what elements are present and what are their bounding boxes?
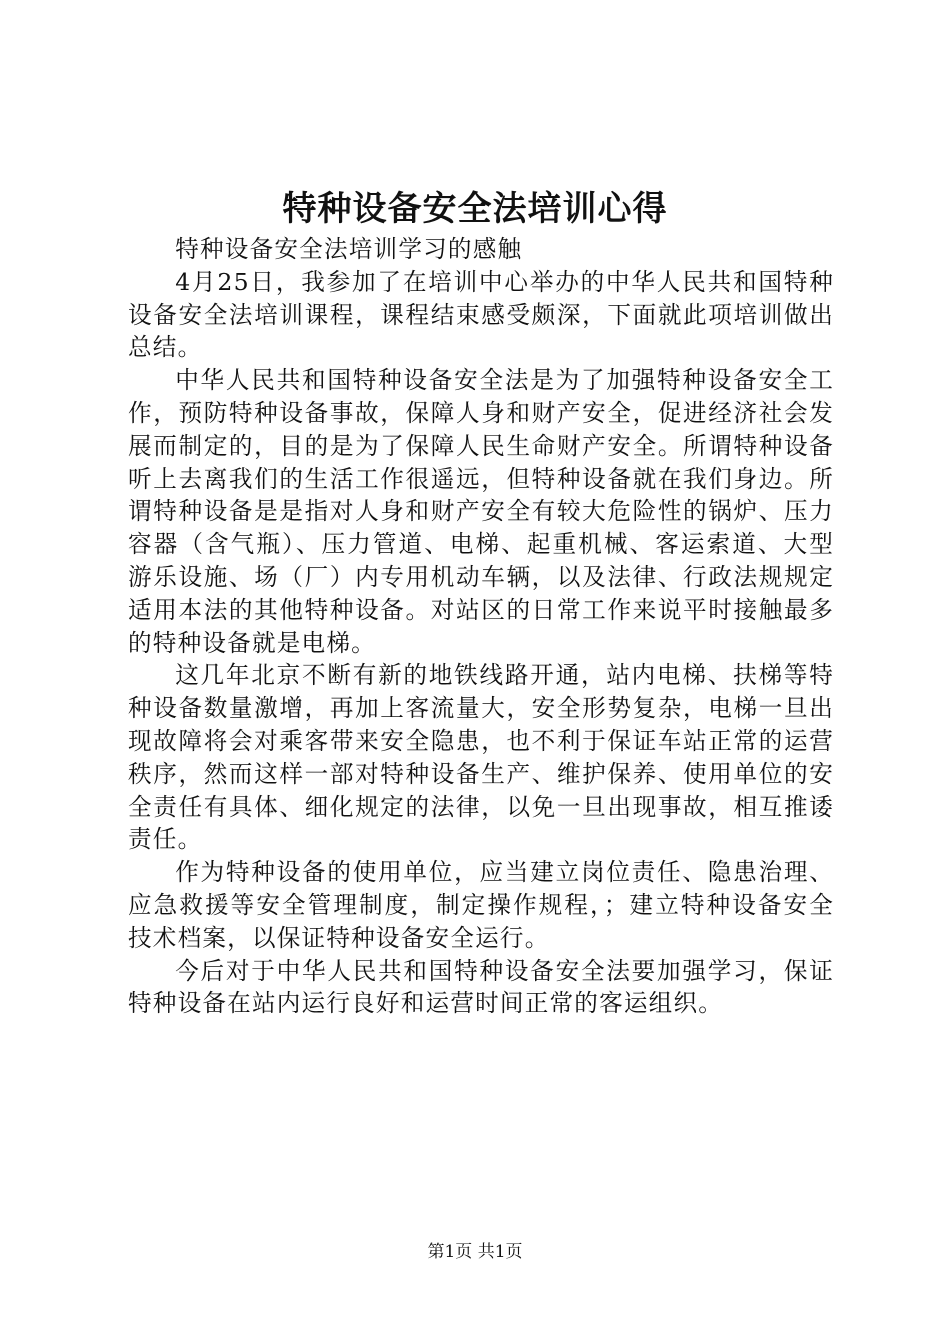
paragraph: 中华人民共和国特种设备安全法是为了加强特种设备安全工作，预防特种设备事故，保障人身和财产安全，促进经济社会发展而制定的，目的是为了保障人民生命财产安全。所谓特种设备听上去离我们的生活工作很遥远，但特种设备就在我们身边。所谓特种设备是是指对人身和财产安全有较大危险性的锅炉、压力容器（含气瓶）、压力管道、电梯、起重机械、客运索道、大型游乐设施、场（厂）内专用机动车辆，以及法律、行政法规规定适用本法的其他特种设备。对站区的日常工作来说平时接触最多的特种设备就是电梯。: [128, 366, 834, 657]
document-title: 特种设备安全法培训心得: [282, 189, 668, 229]
paragraph: 作为特种设备的使用单位，应当建立岗位责任、隐患治理、应急救援等安全管理制度，制定操作规程，；建立特种设备安全技术档案，以保证特种设备安全运行。: [128, 858, 834, 952]
page-footer: 第1页 共1页: [427, 1242, 523, 1262]
paragraph-subtitle: 特种设备安全法培训学习的感触: [175, 235, 523, 263]
paragraph: 今后对于中华人民共和国特种设备安全法要加强学习，保证特种设备在站内运行良好和运营时间正常的客运组织。: [128, 956, 834, 1018]
paragraph: 这几年北京不断有新的地铁线路开通，站内电梯、扶梯等特种设备数量激增，再加上客流量大，安全形势复杂，电梯一旦出现故障将会对乘客带来安全隐患，也不利于保证车站正常的运营秩序，然而这样一部对特种设备生产、维护保养、使用单位的安全责任有具体、细化规定的法律，以免一旦出现事故，相互推诿责任。: [128, 661, 834, 854]
document-body: [128, 233, 834, 1020]
paragraph: 4月25日，我参加了在培训中心举办的中华人民共和国特种设备安全法培训课程，课程结束感受颇深，下面就此项培训做出总结。: [128, 267, 834, 362]
